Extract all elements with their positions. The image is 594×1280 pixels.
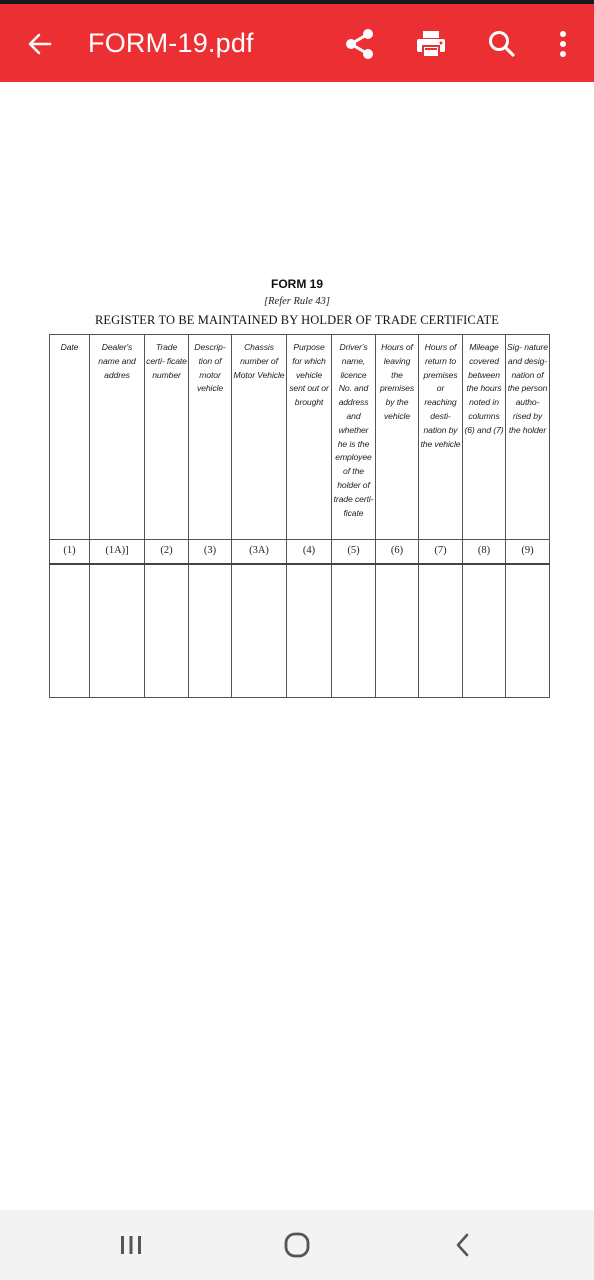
recents-icon[interactable] (111, 1228, 151, 1262)
more-vert-icon[interactable] (543, 24, 583, 64)
blank-cell (506, 564, 550, 698)
blank-cell (189, 564, 232, 698)
form-heading: REGISTER TO BE MAINTAINED BY HOLDER OF TRADE CERTIFICATE (94, 313, 500, 327)
column-number: (9) (506, 540, 550, 564)
blank-cell (332, 564, 376, 698)
blank-cell (419, 564, 463, 698)
column-number: (6) (376, 540, 419, 564)
column-header: Chassis number of Motor Vehicle (232, 335, 287, 540)
pdf-page[interactable] (0, 82, 594, 1210)
blank-cell (90, 564, 145, 698)
column-header: Mileage covered between the hours noted in columns (6) and (7) (463, 335, 506, 540)
blank-cell (50, 564, 90, 698)
column-number: (3A) (232, 540, 287, 564)
blank-entry-row (50, 564, 550, 698)
column-header: Sig- nature and desig- nation of the person autho- rised by the holder (506, 335, 550, 540)
document-title: FORM-19.pdf (88, 28, 254, 58)
column-number: (1A)] (90, 540, 145, 564)
search-icon[interactable] (482, 24, 522, 64)
system-nav-bar (0, 1210, 594, 1280)
register-table (49, 334, 550, 698)
blank-cell (376, 564, 419, 698)
header-row (50, 335, 550, 540)
blank-cell (145, 564, 189, 698)
blank-cell (463, 564, 506, 698)
column-header: Dealer's name and addres (90, 335, 145, 540)
back-icon[interactable] (443, 1228, 483, 1262)
column-number: (3) (189, 540, 232, 564)
column-header: Descrip- tion of motor vehicle (189, 335, 232, 540)
column-header: Driver's name, licence No. and address and whether he is the employee of the holder of trade certi- ficate (332, 335, 376, 540)
column-number: (7) (419, 540, 463, 564)
home-icon[interactable] (277, 1228, 317, 1262)
column-number: (2) (145, 540, 189, 564)
app-bar (0, 4, 594, 82)
column-header: Hours of leaving the premises by the vehicle (376, 335, 419, 540)
column-header: Hours of return to premises or reaching desti- nation by the vehicle (419, 335, 463, 540)
share-icon[interactable] (340, 24, 380, 64)
rule-reference: [Refer Rule 43] (264, 296, 330, 307)
column-number-row (50, 540, 550, 564)
column-number: (8) (463, 540, 506, 564)
column-header: Trade certi- ficate number (145, 335, 189, 540)
column-number: (4) (287, 540, 332, 564)
column-header: Purpose for which vehicle sent out or brought (287, 335, 332, 540)
column-header: Date (50, 335, 90, 540)
form-title: FORM 19 (270, 277, 323, 291)
blank-cell (287, 564, 332, 698)
back-arrow-icon[interactable] (22, 26, 58, 62)
blank-cell (232, 564, 287, 698)
print-icon[interactable] (411, 24, 451, 64)
column-number: (1) (50, 540, 90, 564)
column-number: (5) (332, 540, 376, 564)
